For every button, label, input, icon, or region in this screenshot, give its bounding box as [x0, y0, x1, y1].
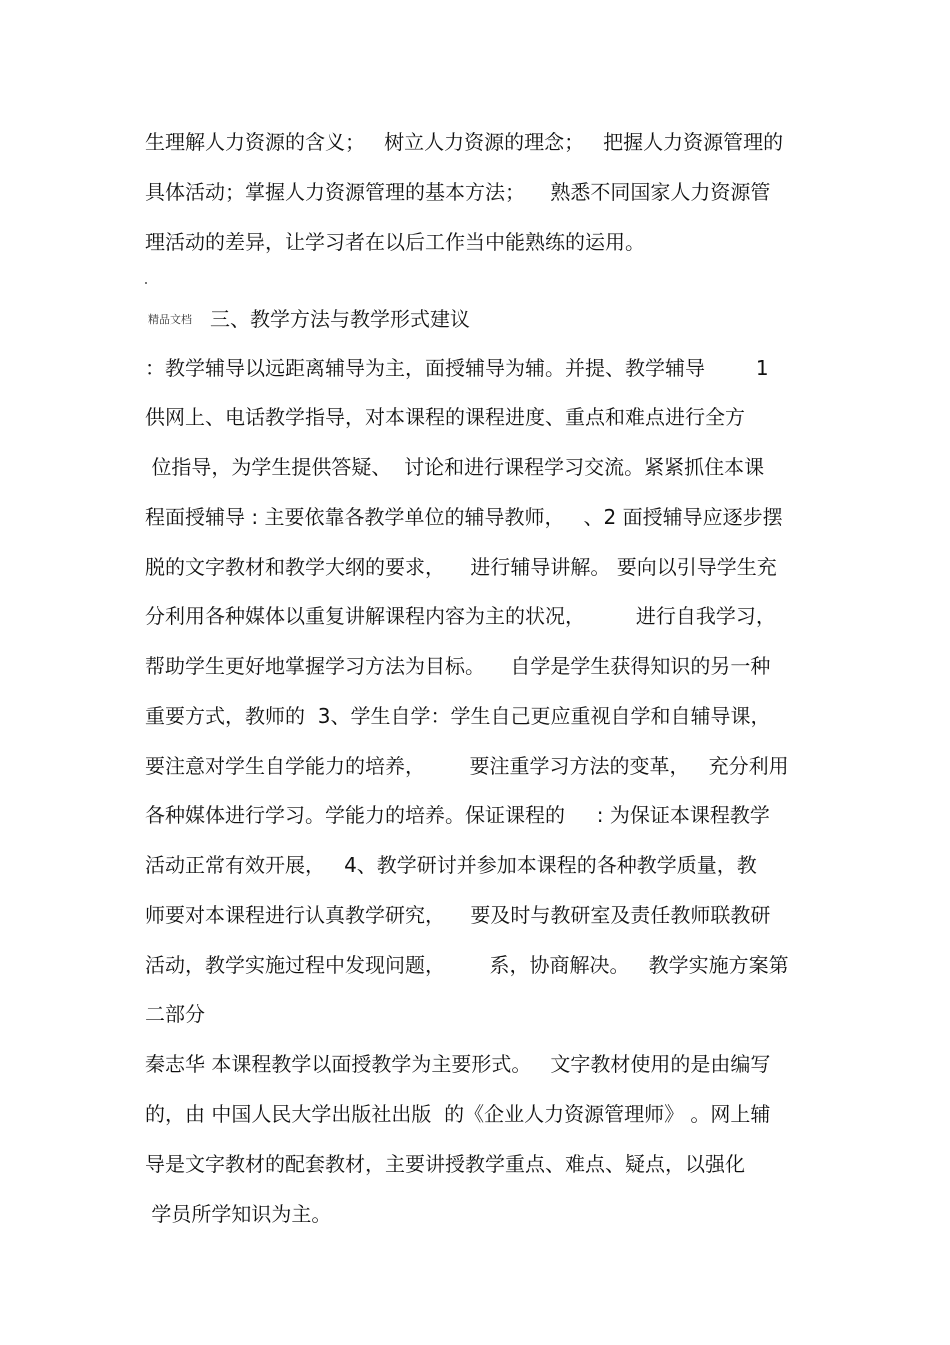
text-line-11: 重要方式，教师的 3、学生自学：学生自己更应重视自学和自辅导课， — [145, 704, 771, 728]
text-line-20: 导是文字教材的配套教材，主要讲授教学重点、难点、疑点，以强化 — [145, 1152, 745, 1176]
text-line-18: 秦志华 本课程教学以面授教学为主要形式。 文字教材使用的是由编写 — [145, 1052, 771, 1076]
text-line-12: 要注意对学生自学能力的培养， 要注重学习方法的变革， 充分利用 — [145, 754, 789, 778]
text-line-14: 活动正常有效开展， 4、教学研讨并参加本课程的各种教学质量，教 — [145, 853, 757, 877]
text-line-6: 位指导，为学生提供答疑、 讨论和进行课程学习交流。紧紧抓住本课 — [145, 455, 765, 479]
text-line-5: 供网上、电话教学指导，对本课程的课程进度、重点和难点进行全方 — [145, 405, 745, 429]
text-line-10: 帮助学生更好地掌握学习方法为目标。 自学是学生获得知识的另一种 — [145, 654, 771, 678]
text-line-17: 二部分 — [145, 1002, 205, 1026]
text-line-7: 程面授辅导 : 主要依靠各教学单位的辅导教师， 、2 面授辅导应逐步摆 — [145, 505, 783, 529]
section-heading: 三、教学方法与教学形式建议 — [210, 307, 470, 331]
text-line-3: 理活动的差异，让学习者在以后工作当中能熟练的运用。 — [145, 230, 645, 254]
watermark-label: 精品文档 — [148, 313, 192, 326]
text-line-15: 师要对本课程进行认真教学研究， 要及时与教研室及责任教师联教研 — [145, 903, 771, 927]
text-line-1: 生理解人力资源的含义； 树立人力资源的理念； 把握人力资源管理的 — [145, 130, 784, 154]
text-line-2: 具体活动；掌握人力资源管理的基本方法； 熟悉不同国家人力资源管 — [145, 180, 771, 204]
text-line-4: ：教学辅导以远距离辅导为主，面授辅导为辅。并提、教学辅导 1 — [145, 356, 769, 380]
page-dot-mark — [145, 282, 147, 284]
text-line-19: 的，由 中国人民大学出版社出版 的《企业人力资源管理师》 。网上辅 — [145, 1102, 771, 1126]
text-line-8: 脱的文字教材和教学大纲的要求， 进行辅导讲解。 要向以引导学生充 — [145, 555, 777, 579]
text-line-21: 学员所学知识为主。 — [145, 1202, 332, 1226]
text-line-16: 活动，教学实施过程中发现问题， 系，协商解决。 教学实施方案第 — [145, 953, 789, 977]
text-line-13: 各种媒体进行学习。学能力的培养。保证课程的 : 为保证本课程教学 — [145, 803, 770, 827]
text-line-9: 分利用各种媒体以重复讲解课程内容为主的状况， 进行自我学习， — [145, 604, 776, 628]
